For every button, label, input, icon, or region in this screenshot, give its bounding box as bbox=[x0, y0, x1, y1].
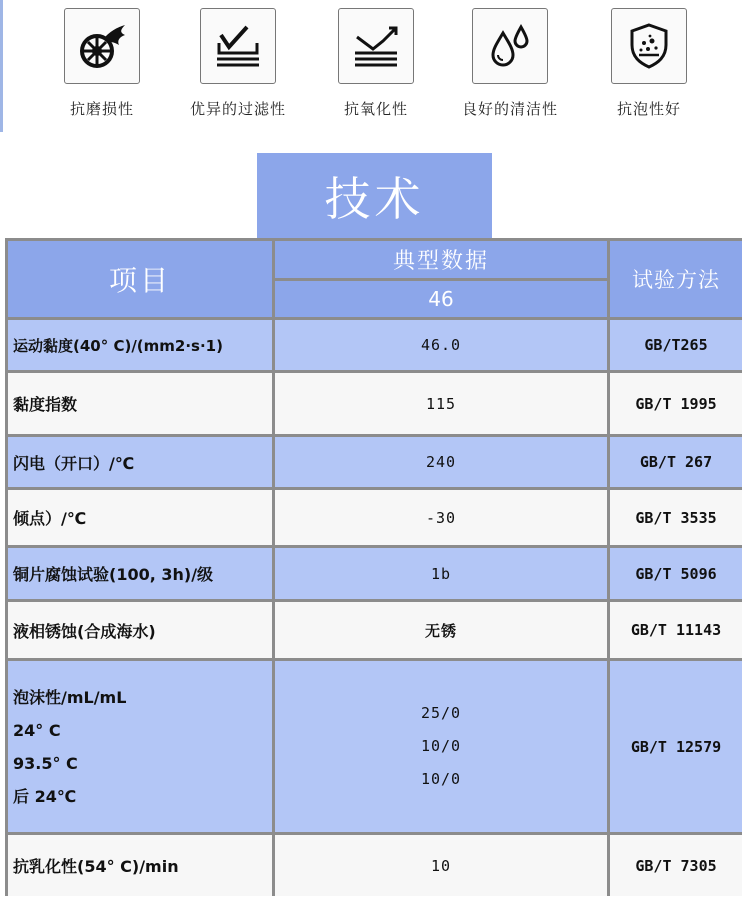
feature-label: 抗氧化性 bbox=[343, 100, 408, 118]
header-typical-data: 典型数据 bbox=[275, 241, 607, 278]
row-method: GB/T 3535 bbox=[610, 490, 742, 545]
row-method: GB/T 7305 bbox=[610, 835, 742, 896]
row-value: -30 bbox=[275, 490, 607, 545]
wheel-flame-icon bbox=[64, 8, 140, 84]
row-item: 抗乳化性(54° C)/min bbox=[8, 835, 272, 896]
foam-value: 25/0 bbox=[420, 704, 462, 722]
row-method: GB/T 11143 bbox=[610, 602, 742, 658]
header-method: 试验方法 bbox=[610, 241, 742, 317]
feature-strip bbox=[0, 8, 750, 128]
row-method: GB/T 12579 bbox=[610, 661, 742, 832]
feature-label: 良好的清洁性 bbox=[461, 100, 558, 118]
droplets-icon bbox=[472, 8, 548, 84]
feature-cleanliness bbox=[435, 8, 585, 119]
foam-value: 10/0 bbox=[420, 737, 462, 755]
row-item: 铜片腐蚀试验(100, 3h)/级 bbox=[8, 548, 272, 599]
row-method: GB/T 5096 bbox=[610, 548, 742, 599]
row-method: GB/T265 bbox=[610, 320, 742, 370]
header-grade: 46 bbox=[275, 281, 607, 317]
feature-label: 抗磨损性 bbox=[69, 100, 134, 118]
feature-filterability bbox=[163, 8, 313, 119]
header-item: 项目 bbox=[8, 241, 272, 317]
section-title: 技术 bbox=[257, 153, 492, 239]
row-method: GB/T 267 bbox=[610, 437, 742, 487]
feature-anti-wear bbox=[27, 8, 177, 119]
row-value: 10 bbox=[275, 835, 607, 896]
foam-line: 93.5° C bbox=[13, 753, 78, 773]
row-item: 液相锈蚀(合成海水) bbox=[8, 602, 272, 658]
row-item: 倾点）/℃ bbox=[8, 490, 272, 545]
filter-check-icon bbox=[200, 8, 276, 84]
row-value: 1b bbox=[275, 548, 607, 599]
foam-line: 24° C bbox=[13, 720, 61, 740]
row-item-foam bbox=[8, 661, 272, 832]
feature-label: 抗泡性好 bbox=[616, 100, 681, 118]
foam-line: 泡沫性/mL/mL bbox=[13, 687, 127, 707]
row-value: 115 bbox=[275, 373, 607, 434]
feature-anti-foam bbox=[574, 8, 724, 119]
feature-oxidation bbox=[301, 8, 451, 119]
feature-label: 优异的过滤性 bbox=[189, 100, 286, 118]
foam-value: 10/0 bbox=[420, 770, 462, 788]
row-item: 黏度指数 bbox=[8, 373, 272, 434]
oxidation-chart-icon bbox=[338, 8, 414, 84]
row-value: 240 bbox=[275, 437, 607, 487]
row-item: 闪电（开口）/℃ bbox=[8, 437, 272, 487]
row-value: 46.0 bbox=[275, 320, 607, 370]
row-item: 运动黏度(40° C)/(mm2·s·1) bbox=[8, 320, 272, 370]
shield-foam-icon bbox=[611, 8, 687, 84]
foam-line: 后 24℃ bbox=[13, 786, 77, 806]
row-method: GB/T 1995 bbox=[610, 373, 742, 434]
spec-table bbox=[5, 238, 742, 896]
row-value: 无锈 bbox=[275, 602, 607, 658]
row-value-foam bbox=[275, 661, 607, 832]
